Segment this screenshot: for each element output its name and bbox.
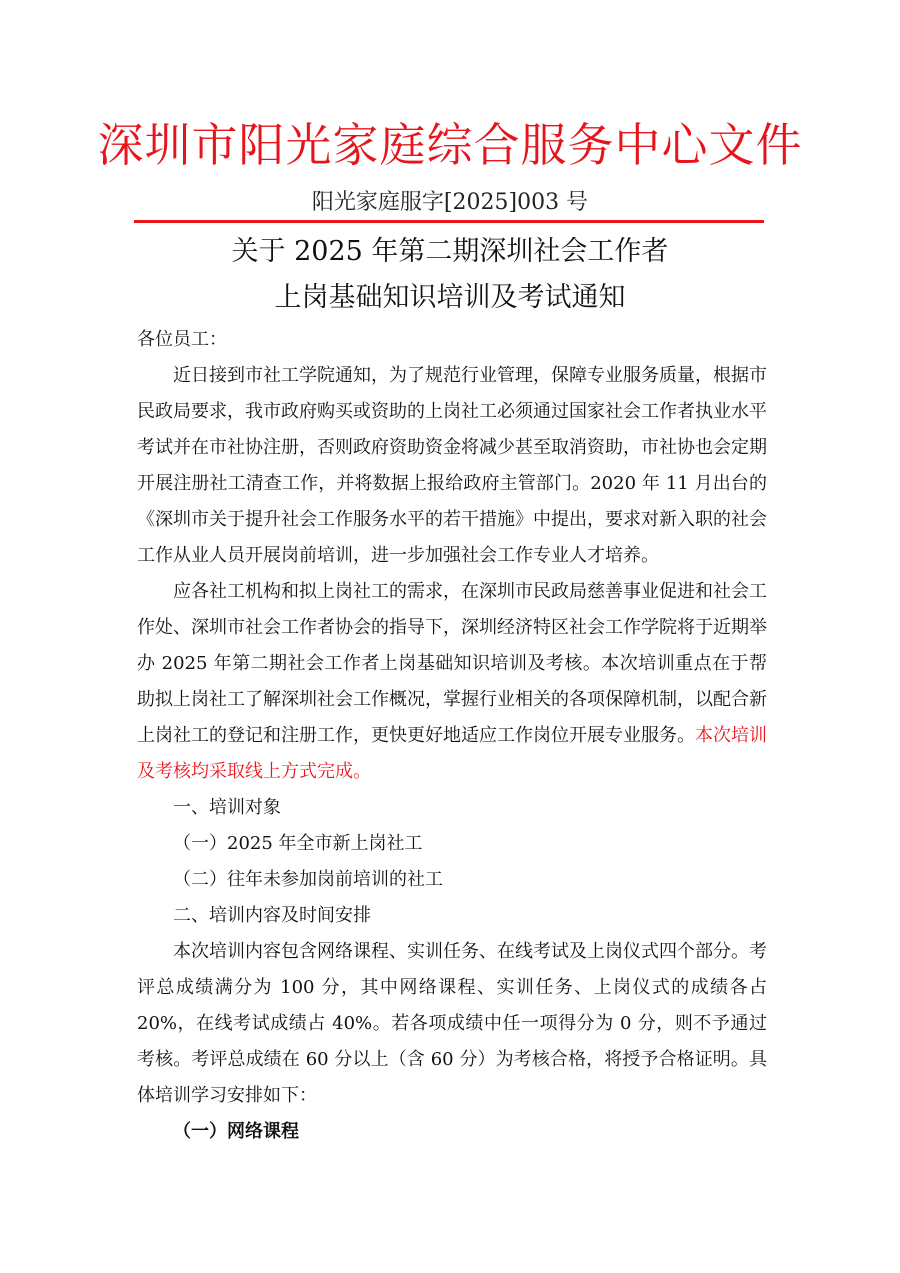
letterhead-red-rule [134, 220, 764, 223]
notice-title-line-2: 上岗基础知识培训及考试通知 [274, 282, 626, 313]
salutation: 各位员工： [137, 329, 227, 350]
target-item-new-social-workers: （一）2025 年全市新上岗社工 [173, 833, 423, 854]
notice-title-line-1: 关于 2025 年第二期深圳社会工作者 [231, 236, 669, 267]
paragraph-training-overview [137, 574, 767, 790]
document-number: 阳光家庭服字[2025]003 号 [311, 190, 589, 215]
notice-body [137, 322, 767, 1150]
section-heading-training-targets: 一、培训对象 [173, 797, 281, 818]
section-heading-content-schedule: 二、培训内容及时间安排 [173, 905, 371, 926]
org-letterhead-title: 深圳市阳光家庭综合服务中心文件 [97, 118, 803, 172]
online-format-highlight: 本次培训及考核均采取线上方式完成。 [137, 725, 767, 782]
subsection-heading-online-courses: （一）网络课程 [173, 1121, 299, 1142]
target-item-untrained-social-workers: （二）往年未参加岗前培训的社工 [173, 869, 443, 890]
paragraph-background: 近日接到市社工学院通知，为了规范行业管理，保障专业服务质量，根据市民政局要求，我市政府购买或资助的上岗社工必须通过国家社会工作者执业水平考试并在市社协注册，否则政府资助资金将减少甚至取消资助，市社协也会定期开展注册社工清查工作，并将数据上报给政府主管部门。2020 年 11 月出台的《深圳市关于提升社会工作服务水平的若干措施》中提出，要求对新入职的社会工作从业人员开展岗前培训，进一步加强社会工作专业人才培养。 [137, 365, 767, 566]
paragraph-training-overview-text: 应各社工机构和拟上岗社工的需求，在深圳市民政局慈善事业促进和社会工作处、深圳市社会工作者协会的指导下，深圳经济特区社会工作学院将于近期举办 2025 年第二期社会工作者上岗基础知识培训及考核。本次培训重点在于帮助拟上岗社工了解深圳社会工作概况，掌握行业相关的各项保障机制，以配合新上岗社工的登记和注册工作，更快更好地适应工作岗位开展专业服务。 [137, 581, 767, 746]
paragraph-assessment-rules: 本次培训内容包含网络课程、实训任务、在线考试及上岗仪式四个部分。考评总成绩满分为 100 分，其中网络课程、实训任务、上岗仪式的成绩各占 20%，在线考试成绩占 40%。若各项成绩中任一项得分为 0 分，则不予通过考核。考评总成绩在 60 分以上（含 60 分）为考核合格，将授予合格证明。具体培训学习安排如下： [137, 941, 767, 1106]
